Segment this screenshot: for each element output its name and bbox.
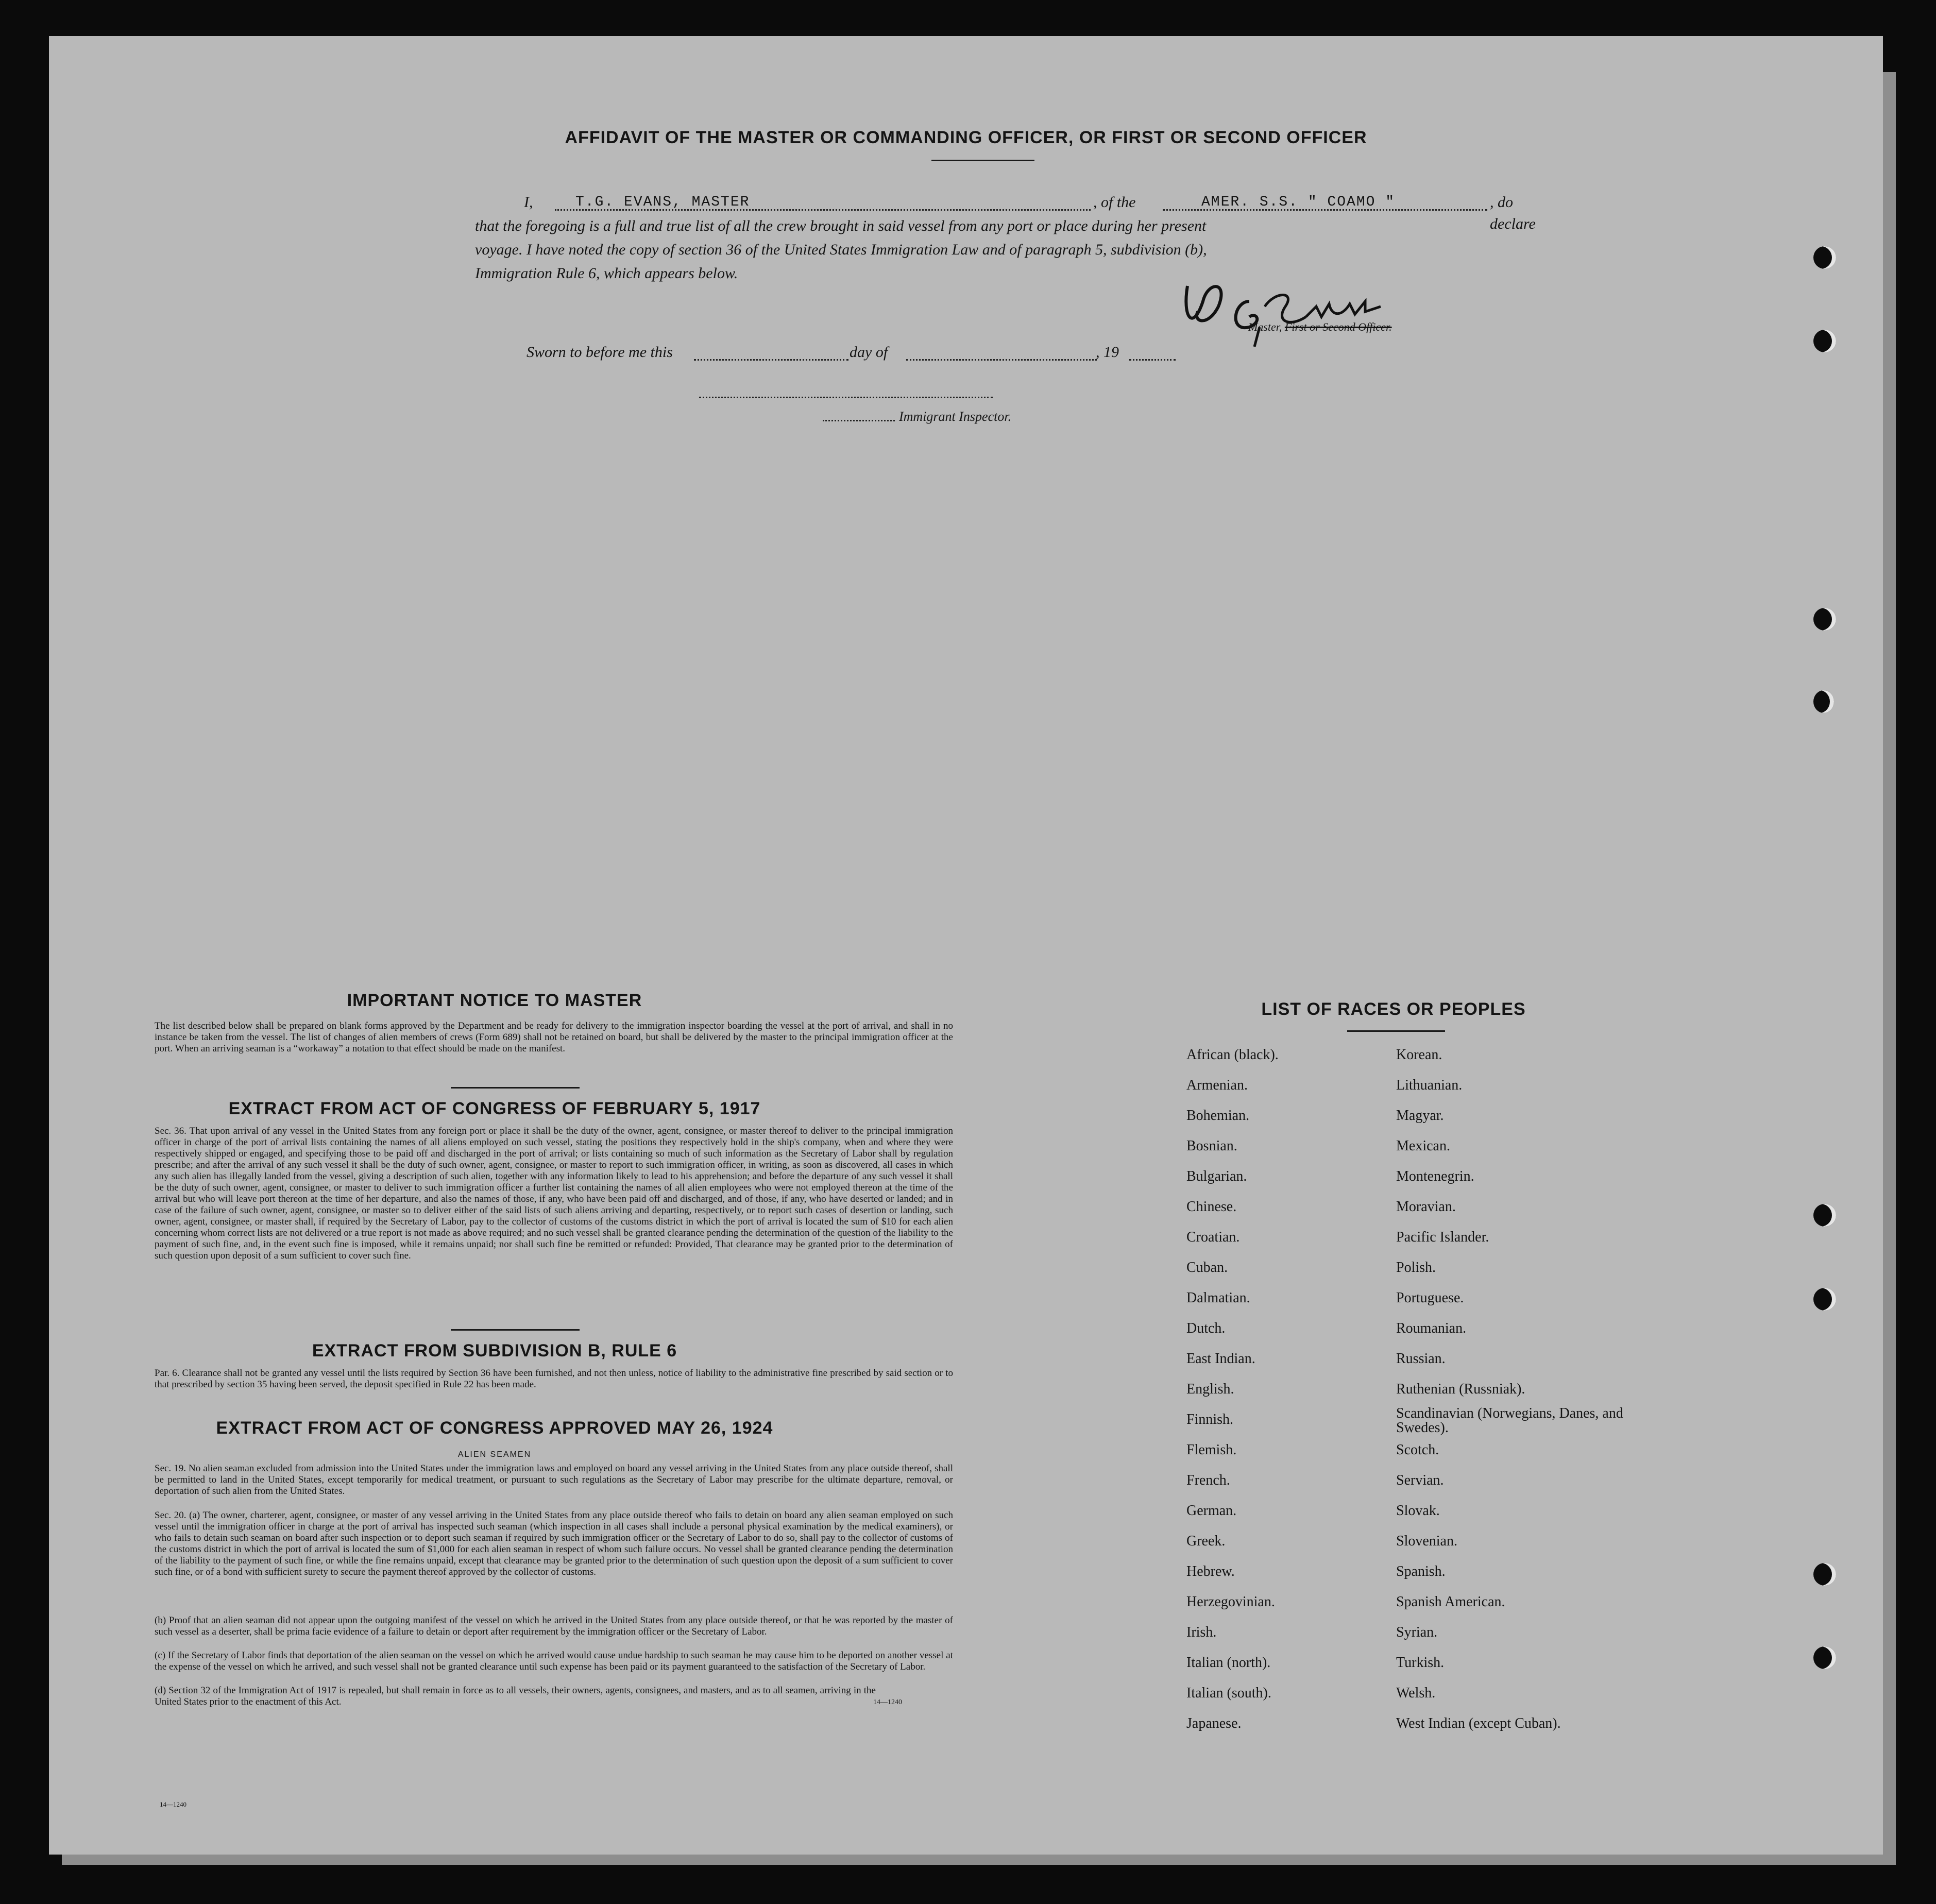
race-item: Roumanian. (1396, 1320, 1467, 1336)
race-item: French. (1186, 1472, 1230, 1488)
race-item: African (black). (1186, 1047, 1279, 1063)
extract-1924-sec20b: (b) Proof that an alien seaman did not appear upon the outgoing manifest of the vessel on which he arrived in the United States from any place outside thereof, or that he was reported by the master of such vessel as a deserter, shall be prima facie evidence of a failure to detain or deport after requirement by the immigration officer or the Secretary of Labor. (155, 1615, 953, 1637)
race-item: Herzegovinian. (1186, 1594, 1275, 1610)
extract-rule6-text: Par. 6. Clearance shall not be granted any vessel until the lists required by Section 36 have been furnished, and not then unless, notice of liability to the administrative fine prescribed by said section or to that prescribed by section 35 having been served, the deposit specified in Rule 22 has been made. (155, 1368, 953, 1390)
race-item: Ruthenian (Russniak). (1396, 1381, 1525, 1397)
extract-1924-sec19: Sec. 19. No alien seaman excluded from admission into the United States under the immigration laws and employed on board any vessel arriving in the United States from any place outside thereof, shall be permitted to land in the United States, except temporarily for medical treatment, or pursuant to such regulations as the Secretary of Labor may prescribe for the ultimate departure, removal, or deportation of such alien from the United States. (155, 1463, 953, 1497)
race-item: Spanish. (1396, 1563, 1446, 1579)
races-column-2 (1396, 1040, 1643, 1739)
race-item: Welsh. (1396, 1685, 1436, 1701)
race-item: Slovenian. (1396, 1533, 1457, 1549)
notice-text: The list described below shall be prepared on blank forms approved by the Department and be ready for delivery to the immigration inspector boarding the vessel at the port of arrival, and shall in no instance be taken from the vessel. The list of changes of alien members of crews (Form 689) shall not be retained on board, but shall be delivered by the master to the principal immigration officer at the port. When an arriving seaman is a “workaway” a notation to that effect should be made on the manifest. (155, 1021, 953, 1054)
race-item: Hebrew. (1186, 1563, 1235, 1579)
extract-rule6-title: EXTRACT FROM SUBDIVISION B, RULE 6 (312, 1341, 677, 1361)
race-item: Flemish. (1186, 1442, 1237, 1458)
race-item: Italian (south). (1186, 1685, 1271, 1701)
race-item: West Indian (except Cuban). (1396, 1715, 1561, 1731)
race-item: Polish. (1396, 1260, 1436, 1276)
race-item: Magyar. (1396, 1108, 1444, 1124)
race-item: Montenegrin. (1396, 1168, 1474, 1184)
day-of-label: day of (850, 344, 888, 361)
footer-form-number: 14—1240 (160, 1800, 186, 1808)
year-label: , 19 (1096, 344, 1119, 361)
of-the-label: , of the (1093, 194, 1136, 211)
race-item: Bosnian. (1186, 1138, 1237, 1154)
race-item: Chinese. (1186, 1199, 1237, 1215)
binder-hole-3 (1813, 608, 1836, 631)
master-name-field: T.G. EVANS, MASTER (575, 194, 750, 210)
race-item: Slovak. (1396, 1503, 1440, 1519)
inspector-signature-line (699, 397, 993, 398)
race-item: Croatian. (1186, 1229, 1240, 1245)
sworn-day-field (694, 359, 848, 361)
race-item: Korean. (1396, 1047, 1442, 1063)
race-item: Pacific Islander. (1396, 1229, 1489, 1245)
race-item: Turkish. (1396, 1655, 1445, 1671)
affidavit-line-2: that the foregoing is a full and true list of all the crew brought in said vessel from any port or place during her present (475, 217, 1207, 234)
race-item: Armenian. (1186, 1077, 1248, 1093)
race-item: Scotch. (1396, 1442, 1439, 1458)
binder-hole-1 (1813, 246, 1836, 269)
races-title: LIST OF RACES OR PEOPLES (1261, 999, 1526, 1019)
race-item: Syrian. (1396, 1624, 1438, 1640)
race-item: Portuguese. (1396, 1290, 1464, 1306)
race-item: Dutch. (1186, 1320, 1226, 1336)
document-page (49, 36, 1883, 1855)
extract-1917-text: Sec. 36. That upon arrival of any vessel in the United States from any foreign port or place it shall be the duty of the owner, agent, consignee, or master thereof to deliver to the principal immigration officer in charge of the port of arrival lists containing the names of all aliens employed on such vessel, stating the positions they respectively hold in the ship's company, when and where they were respectively shipped or engaged, and specifying those to be paid off and discharged in the port of arrival; or lists containing so much of such information as the Secretary of Labor shall by regulation prescribe; and after the arrival of any such vessel it shall be the duty of such owner, agent, consignee, or master to report to such immigration officer, in writing, as soon as discovered, all cases in which any such alien has illegally landed from the vessel, giving a description of such alien, together with any information likely to lead to his apprehension; and before the departure of any such vessel it shall be the duty of such owner, agent, consignee, or master to deliver to such immigration officer a further list containing the names of all alien employees who were not employed thereon at the time of the arrival but who will leave port thereon at the time of her departure, and also the names of those, if any, who have been paid off and discharged, and of those, if any, who have deserted or landed; and in case of the failure of such owner, agent, consignee, or master so to deliver either of the said lists of such aliens arriving and departing, respectively, or to report such cases of desertion or landing, such owner, agent, consignee, or master shall, if required by the Secretary of Labor, pay to the collector of customs of the customs district in which the port of arrival is located the sum of $10 for each alien concerning whom correct lists are not delivered or a true report is not made as above required; and no such vessel shall be granted clearance pending the determination of the question of the liability to the payment of such fine, and, in the event such fine is imposed, while it remains unpaid; nor shall such fine be remitted or refunded: Provided, That clearance may be granted prior to the determination of such question upon deposit of a sum sufficient to cover such fine. (155, 1126, 953, 1261)
binder-hole-5 (1813, 1204, 1836, 1227)
i-label: I, (524, 194, 533, 211)
vessel-name-field: AMER. S.S. " COAMO " (1201, 194, 1396, 210)
race-item: Bulgarian. (1186, 1168, 1247, 1184)
race-item: Finnish. (1186, 1412, 1234, 1427)
extract-1924-sec20a: Sec. 20. (a) The owner, charterer, agent, consignee, or master of any vessel arriving in the United States from any place outside thereof who fails to detain on board any alien seaman employed on such vessel until the immigration officer in charge at the port of arrival has inspected such seaman (which inspection in all cases shall include a personal physical examination by the medical examiners), or who fails to detain such seaman on board after such inspection or to deport such seaman if required by such immigration officer or the Secretary of Labor to do so, shall pay to the collector of customs of the customs district in which the port of arrival is located the sum of $1,000 for each alien seaman in respect of whom such failure occurs. No vessel shall be granted clearance pending the determination of the liability to the payment of such fine, or while the fine remains unpaid, except that clearance may be granted prior to the determination of such question upon the deposit of a sum sufficient to cover such fine, or of a bond with sufficient surety to secure the payment thereof approved by the collector of customs. (155, 1510, 953, 1577)
extract-1917-title: EXTRACT FROM ACT OF CONGRESS OF FEBRUARY 5, 1917 (228, 1099, 761, 1118)
affidavit-line-3: voyage. I have noted the copy of section 36 of the United States Immigration Law and of paragraph 5, subdivision (b), (475, 241, 1207, 258)
extract-1924-subtitle: ALIEN SEAMEN (457, 1450, 532, 1459)
signer-title (1248, 319, 1392, 335)
binder-hole-8 (1813, 1646, 1836, 1669)
divider-1 (451, 1087, 580, 1089)
race-item: Moravian. (1396, 1199, 1456, 1215)
do-declare-label: , do declare (1490, 194, 1536, 232)
binder-hole-4 (1813, 690, 1834, 713)
races-column-1 (1186, 1040, 1382, 1739)
race-item: East Indian. (1186, 1351, 1255, 1367)
extract-1924-sec20d: (d) Section 32 of the Immigration Act of 1917 is repealed, but shall remain in force as to all vessels, their owners, agents, consignees, and masters, and as to all seamen, arriving in the United States prior to the enactment of this Act. (155, 1685, 876, 1707)
race-item: Mexican. (1396, 1138, 1450, 1154)
binder-hole-2 (1813, 330, 1836, 352)
sworn-line (527, 342, 1248, 363)
inspector-label: Immigrant Inspector. (899, 409, 1012, 424)
race-item: English. (1186, 1381, 1234, 1397)
sworn-label: Sworn to before me this (527, 344, 673, 361)
sworn-year-field (1129, 359, 1176, 361)
race-item: Spanish American. (1396, 1594, 1505, 1610)
race-item: Dalmatian. (1186, 1290, 1250, 1306)
signer-title-struck: First or Second Officer. (1284, 320, 1392, 333)
notice-title: IMPORTANT NOTICE TO MASTER (347, 991, 642, 1010)
extract-1924-sec20c: (c) If the Secretary of Labor finds that deportation of the alien seaman on the vessel on which he arrived would cause undue hardship to such seaman he may cause him to be deported on another vessel at the expense of the vessel on which he arrived, and such vessel shall not be granted clearance until such expense has been paid or its payment guaranteed to the satisfaction of the Secretary of Labor. (155, 1650, 953, 1672)
vessel-name-underline (1163, 209, 1487, 211)
race-item: Bohemian. (1186, 1108, 1250, 1124)
race-item: Russian. (1396, 1351, 1446, 1367)
signer-title-master: Master, (1248, 320, 1282, 333)
race-item: Irish. (1186, 1624, 1217, 1640)
master-name-underline (555, 209, 1091, 211)
divider-2 (451, 1329, 580, 1331)
race-item: Japanese. (1186, 1715, 1242, 1731)
extract-form-number: 14—1240 (873, 1698, 902, 1706)
race-item: German. (1186, 1503, 1237, 1519)
affidavit-line-4: Immigration Rule 6, which appears below. (475, 265, 738, 282)
binder-hole-6 (1813, 1288, 1836, 1311)
affidavit-title: AFFIDAVIT OF THE MASTER OR COMMANDING OFFICER, OR FIRST OR SECOND OFFICER (565, 128, 1367, 147)
binder-hole-7 (1813, 1563, 1836, 1586)
race-item: Italian (north). (1186, 1655, 1271, 1671)
race-item: Lithuanian. (1396, 1077, 1463, 1093)
inspector-name-line (823, 420, 895, 421)
extract-1924-title: EXTRACT FROM ACT OF CONGRESS APPROVED MAY 26, 1924 (216, 1418, 773, 1438)
race-item: Cuban. (1186, 1260, 1228, 1276)
title-rule (931, 160, 1034, 161)
races-title-rule (1347, 1030, 1445, 1032)
master-signature (1172, 270, 1419, 348)
race-item: Scandinavian (Norwegians, Danes, and Swedes). (1396, 1405, 1623, 1436)
race-item: Greek. (1186, 1533, 1226, 1549)
race-item: Servian. (1396, 1472, 1444, 1488)
sworn-month-field (906, 359, 1097, 361)
